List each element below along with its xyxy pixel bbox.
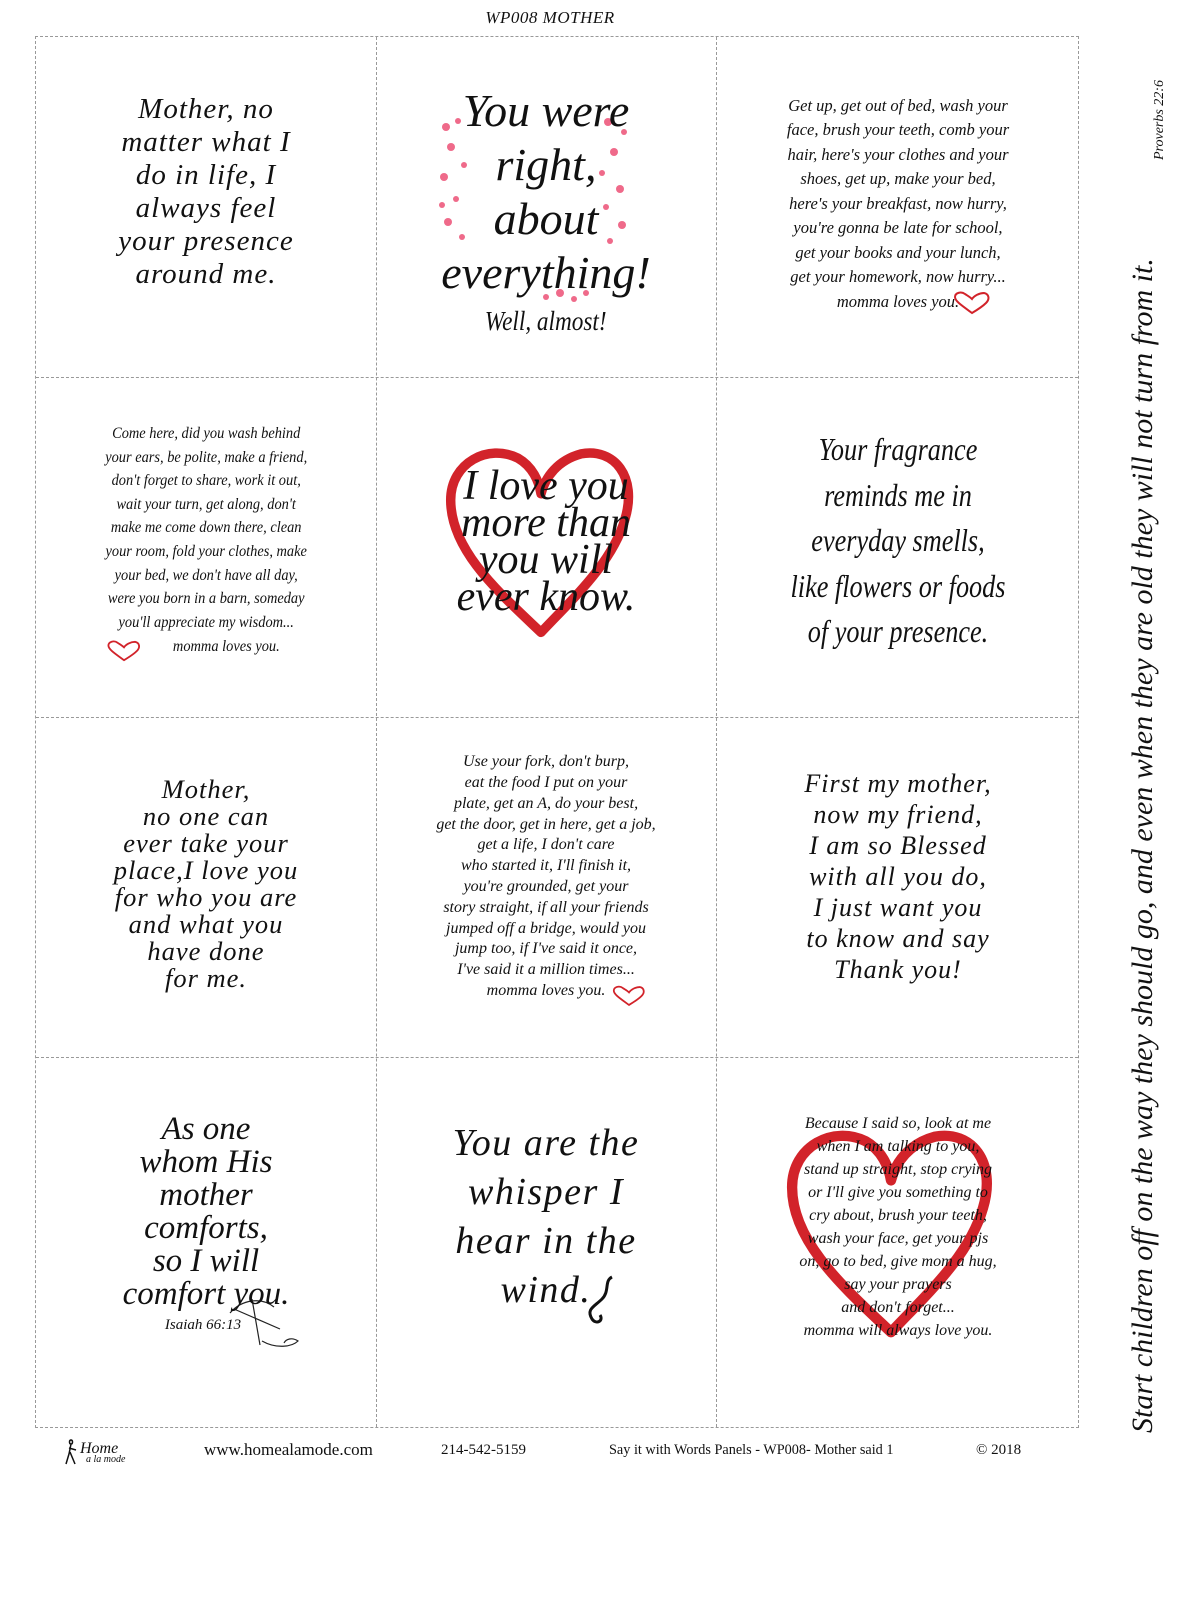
- panel-4-sign: momma loves you.: [172, 638, 280, 656]
- panel-12-text: Because I said so, look at me when I am talking to you, stand up straight, stop crying or I'll give you something to cry about, brush your teeth, wash your face, get your pjs on, go to bed, give mom a hug, say your prayers and don't forget... momma will always love you.: [799, 1115, 997, 1339]
- panel-6-text: Your fragrance reminds me in everyday smells, like flowers or foods of your presence.: [790, 431, 1006, 650]
- logo-main: Home: [80, 1440, 119, 1457]
- sidebar-quote: Start children off on the way they should go, and even when they are old they will not turn from it.: [1126, 258, 1159, 1433]
- panel-2-sub-text: Well, almost!: [485, 305, 607, 336]
- panel-10-main-text: As one whom His mother comforts, so I will comfort you.: [122, 1110, 290, 1312]
- panel-1-text: Mother, no matter what I do in life, I always feel your presence around me.: [118, 93, 294, 290]
- panel-2-main-text: You were right, about everything!: [441, 84, 651, 298]
- panel-grid: [35, 36, 1079, 1428]
- panel-3: [716, 37, 1080, 377]
- panel-3-text: Get up, get out of bed, wash your face, brush your teeth, comb your hair, here's your clothes and your shoes, get up, make your bed, here's your breakfast, now hurry, you're gonna be late for school, get your books and your lunch, get your homework, now hurry... momma loves you.: [786, 95, 1010, 311]
- footer-website[interactable]: www.homealamode.com: [204, 1440, 373, 1459]
- logo-sub: a la mode: [86, 1454, 126, 1465]
- panel-9-text: First my mother, now my friend, I am so Blessed with all you do, I just want you to know and say Thank you!: [804, 768, 992, 984]
- panel-6: [716, 377, 1080, 717]
- panel-4: [36, 377, 376, 717]
- figure-icon: [64, 1438, 78, 1466]
- panel-9: [716, 717, 1080, 1057]
- panel-7: [36, 717, 376, 1057]
- panel-7-text: Mother, no one can ever take your place,I love you for who you are and what you have done for me.: [113, 774, 299, 993]
- panel-11: [376, 1057, 716, 1429]
- panel-12: [716, 1057, 1080, 1429]
- footer: [0, 1440, 1100, 1480]
- page-title: WP008 MOTHER: [485, 8, 615, 27]
- brand-logo: [68, 1440, 125, 1465]
- panel-8: [376, 717, 716, 1057]
- panel-4-text: Come here, did you wash behind your ears, be polite, make a friend, don't forget to share, work it out, wait your turn, get along, don't make me come down there, clean your room, fold your clothes, make your bed, we don't have all day, were you born in a barn, someday you'll appreciate my wisdom...: [105, 425, 307, 631]
- panel-8-text: Use your fork, don't burp, eat the food I put on your plate, get an A, do your best, get the door, get in here, get a job, get a life, I don't care who started it, I'll finish it, you're grounded, get your story straight, if all your friends jumped off a bridge, would you jump too, if I've said it once, I've said it a million times... momma loves you.: [436, 753, 656, 999]
- panel-11-text: You are the whisper I hear in the wind.: [452, 1122, 640, 1311]
- panel-5: [376, 377, 716, 717]
- sidebar-ref: Proverbs 22:6: [1152, 80, 1167, 160]
- footer-product: Say it with Words Panels - WP008- Mother said 1: [609, 1442, 894, 1458]
- panel-2: [376, 37, 716, 377]
- panel-5-text: I love you more than you will ever know.: [456, 463, 636, 620]
- heart-outline-icon: [106, 640, 142, 662]
- panel-10: [36, 1057, 376, 1429]
- footer-copyright: © 2018: [976, 1442, 1022, 1458]
- footer-phone: 214-542-5159: [441, 1442, 526, 1458]
- panel-1: [36, 37, 376, 377]
- panel-10-ref: Isaiah 66:13: [164, 1316, 242, 1333]
